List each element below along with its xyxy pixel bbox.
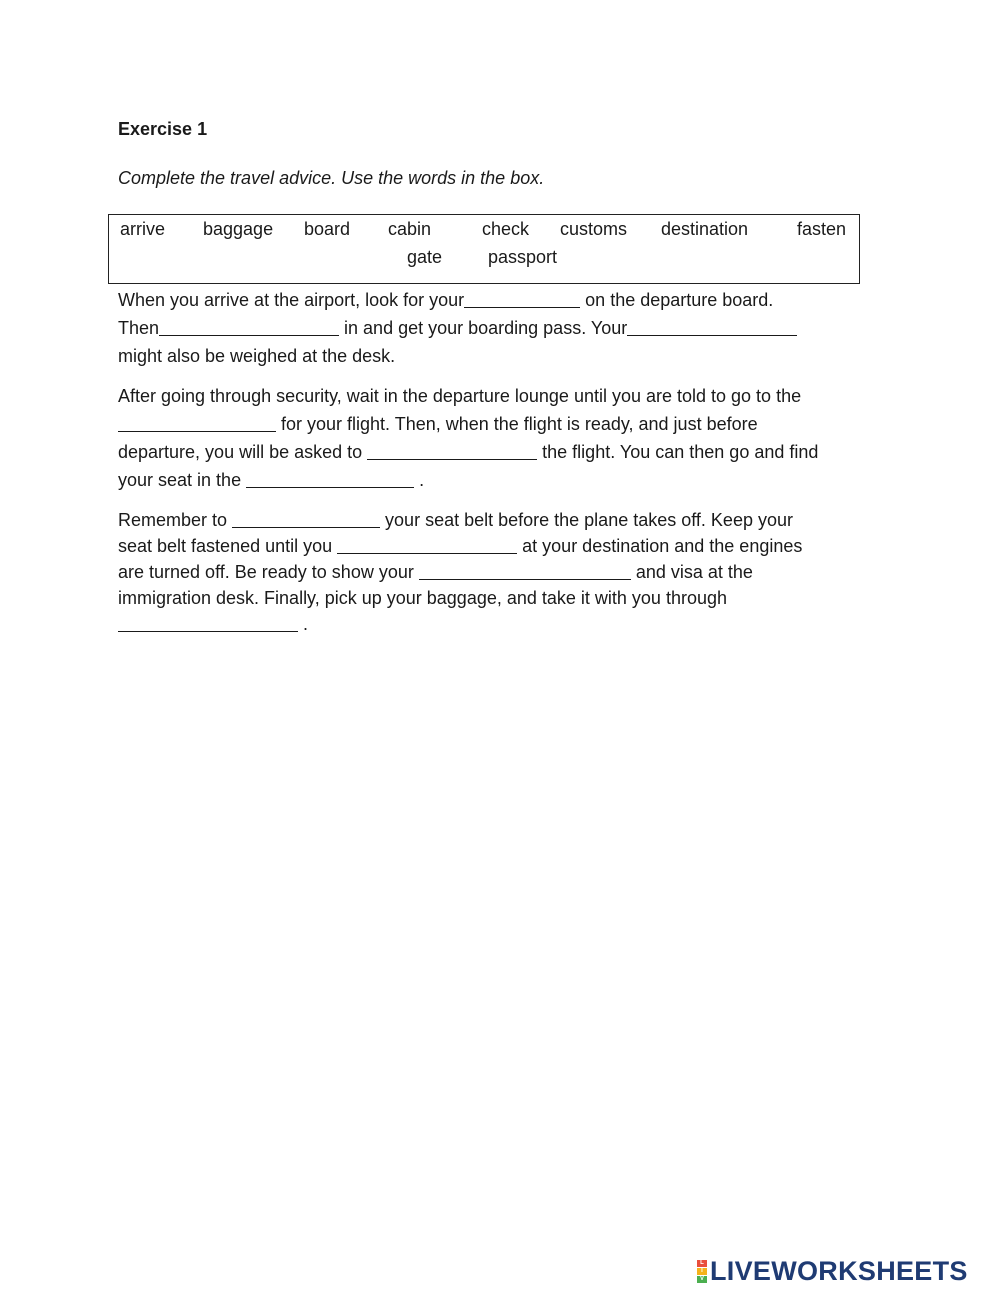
answer-blank-9[interactable] bbox=[419, 561, 631, 580]
text: immigration desk. Finally, pick up your baggage, and take it with you through bbox=[118, 588, 727, 608]
text: at your destination and the engines bbox=[517, 536, 803, 556]
answer-blank-6[interactable] bbox=[246, 469, 414, 488]
logo-icon bbox=[697, 1260, 707, 1283]
logo-letter: V bbox=[697, 1276, 707, 1283]
text: your seat belt before the plane takes off. Keep your bbox=[380, 510, 793, 530]
exercise-instruction: Complete the travel advice. Use the words in the box. bbox=[118, 168, 545, 188]
text: After going through security, wait in the departure lounge until you are told to go to the bbox=[118, 386, 802, 406]
text: Remember to bbox=[118, 510, 233, 530]
word-fasten: fasten bbox=[797, 219, 847, 239]
text: are turned off. Be ready to show your bbox=[118, 562, 419, 582]
text: for your flight. Then, when the flight is ready, and just before bbox=[276, 414, 758, 434]
answer-blank-4[interactable] bbox=[118, 413, 276, 432]
paragraph-2 bbox=[118, 382, 888, 494]
text: . bbox=[298, 614, 309, 634]
word-box bbox=[108, 214, 860, 284]
answer-blank-8[interactable] bbox=[337, 535, 517, 554]
word-gate: gate bbox=[407, 247, 443, 267]
word-passport: passport bbox=[488, 247, 558, 267]
answer-blank-5[interactable] bbox=[367, 441, 537, 460]
text: When you arrive at the airport, look for your bbox=[118, 290, 465, 310]
word-customs: customs bbox=[560, 219, 628, 239]
answer-blank-2[interactable] bbox=[159, 317, 339, 336]
text: on the departure board. bbox=[580, 290, 774, 310]
text: your seat in the bbox=[118, 470, 247, 490]
text: . bbox=[414, 470, 425, 490]
logo-text: LIVEWORKSHEETS bbox=[710, 1256, 968, 1286]
text: in and get your boarding pass. Your bbox=[339, 318, 628, 338]
logo-letter: L bbox=[697, 1260, 707, 1267]
word-arrive: arrive bbox=[120, 219, 166, 239]
text: departure, you will be asked to bbox=[118, 442, 368, 462]
liveworksheets-logo bbox=[697, 1256, 968, 1287]
text: the flight. You can then go and find bbox=[537, 442, 819, 462]
answer-blank-7[interactable] bbox=[232, 509, 380, 528]
word-board: board bbox=[304, 219, 351, 239]
text: might also be weighed at the desk. bbox=[118, 346, 396, 366]
text: seat belt fastened until you bbox=[118, 536, 338, 556]
word-cabin: cabin bbox=[388, 219, 432, 239]
word-check: check bbox=[482, 219, 530, 239]
exercise-title: Exercise 1 bbox=[118, 119, 208, 139]
answer-blank-1[interactable] bbox=[464, 289, 580, 308]
paragraph-1 bbox=[118, 286, 888, 370]
paragraph-3 bbox=[118, 507, 888, 637]
answer-blank-3[interactable] bbox=[627, 317, 797, 336]
word-baggage: baggage bbox=[203, 219, 274, 239]
text: Then bbox=[118, 318, 160, 338]
answer-blank-10[interactable] bbox=[118, 613, 298, 632]
text: and visa at the bbox=[630, 562, 753, 582]
word-destination: destination bbox=[661, 219, 749, 239]
logo-letter: I bbox=[697, 1268, 707, 1275]
